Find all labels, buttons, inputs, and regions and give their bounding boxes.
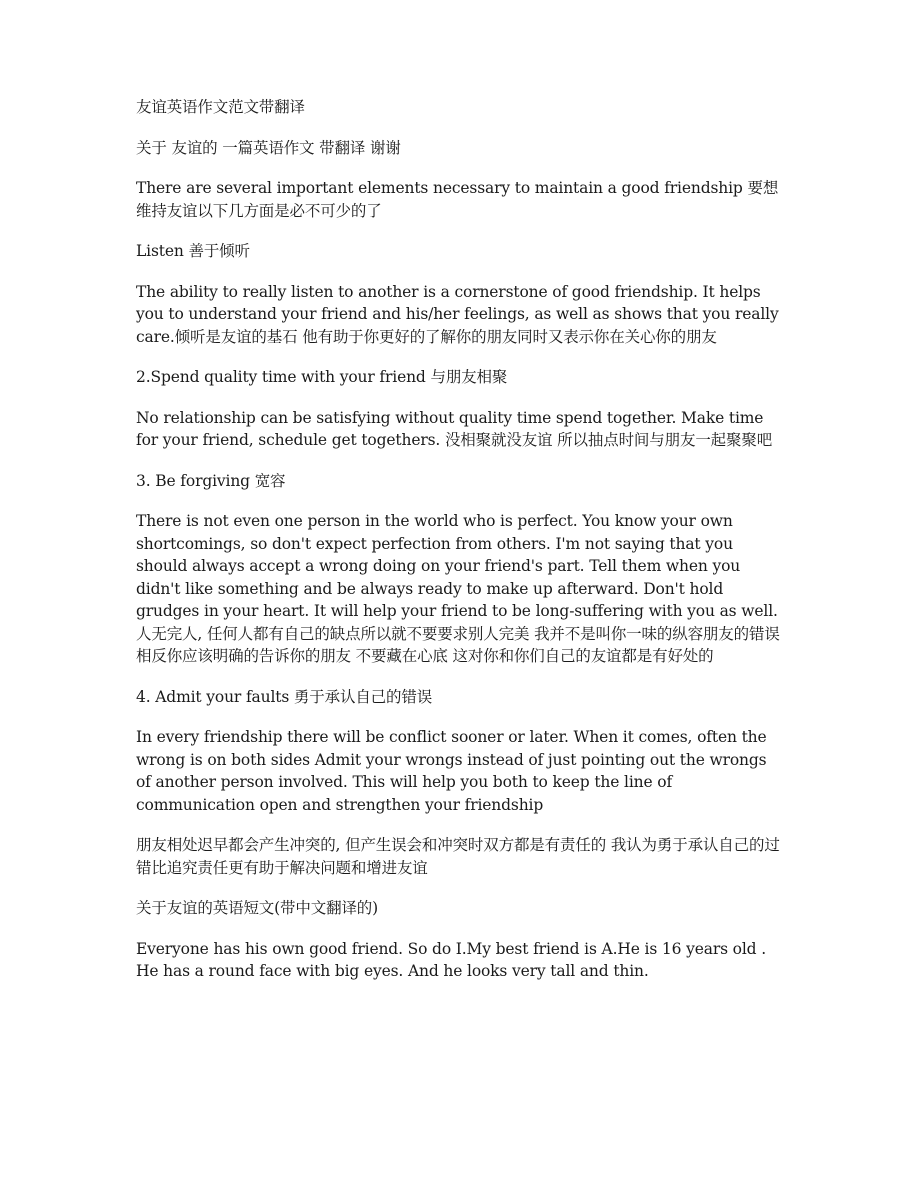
admit-faults-paragraph: In every friendship there will be conflict sooner or later. When it comes, often the wrong is on both sides Admit your wrongs instead of just pointing out the wrongs of another person involved. This will help you both to keep the line of communication open and strengthen your friendship bbox=[136, 728, 772, 814]
document-title: 友谊英语作文范文带翻译 bbox=[136, 98, 305, 116]
document-body bbox=[136, 96, 784, 1001]
forgiving-paragraph: There is not even one person in the world who is perfect. You know your own shortcomings, so don't expect perfection from others. I'm not saying that you should always accept a wrong doing on your friend's part. Tell them when you didn't like something and be always ready to make up afterward. Don't hold grudges in your heart. It will help your friend to be long-suffering with you as well. 人无完人, 任何人都有自己的缺点所以就不要要求别人完美 我并不是叫你一味的纵容朋友的错误 相反你应该明确的告诉你的朋友 不要藏在心底 这对你和你们自己的友谊都是有好处的 bbox=[136, 512, 785, 665]
subtitle-question: 关于 友谊的 一篇英语作文 带翻译 谢谢 bbox=[136, 138, 401, 157]
spend-time-paragraph: No relationship can be satisfying without quality time spend together. Make time for your friend, schedule get togethers. 没相聚就没友谊 所以抽点时间与朋友一起聚聚吧 bbox=[136, 408, 773, 449]
short-essay-paragraph: Everyone has his own good friend. So do I.My best friend is A.He is 16 years old . He has a round face with big eyes. And he looks very tall and thin. bbox=[136, 939, 771, 980]
section-heading-forgiving: 3. Be forgiving 宽容 bbox=[136, 471, 286, 490]
listen-paragraph: The ability to really listen to another is a cornerstone of good friendship. It helps you to understand your friend and his/her feelings, as well as shows that you really care.倾听是友谊的基石 他有助于你更好的了解你的朋友同时又表示你在关心你的朋友 bbox=[136, 282, 784, 346]
section-heading-admit-faults: 4. Admit your faults 勇于承认自己的错误 bbox=[136, 687, 433, 706]
admit-faults-translation: 朋友相处迟早都会产生冲突的, 但产生误会和冲突时双方都是有责任的 我认为勇于承认自己的过错比追究责任更有助于解决问题和增进友谊 bbox=[136, 836, 780, 877]
intro-paragraph: There are several important elements necessary to maintain a good friendship 要想维持友谊以下几方面是必不可少的了 bbox=[136, 179, 779, 220]
section-heading-listen: Listen 善于倾听 bbox=[136, 242, 250, 260]
section-heading-spend-time: 2.Spend quality time with your friend 与朋友相聚 bbox=[136, 368, 508, 386]
short-essay-heading: 关于友谊的英语短文(带中文翻译的) bbox=[136, 899, 379, 917]
